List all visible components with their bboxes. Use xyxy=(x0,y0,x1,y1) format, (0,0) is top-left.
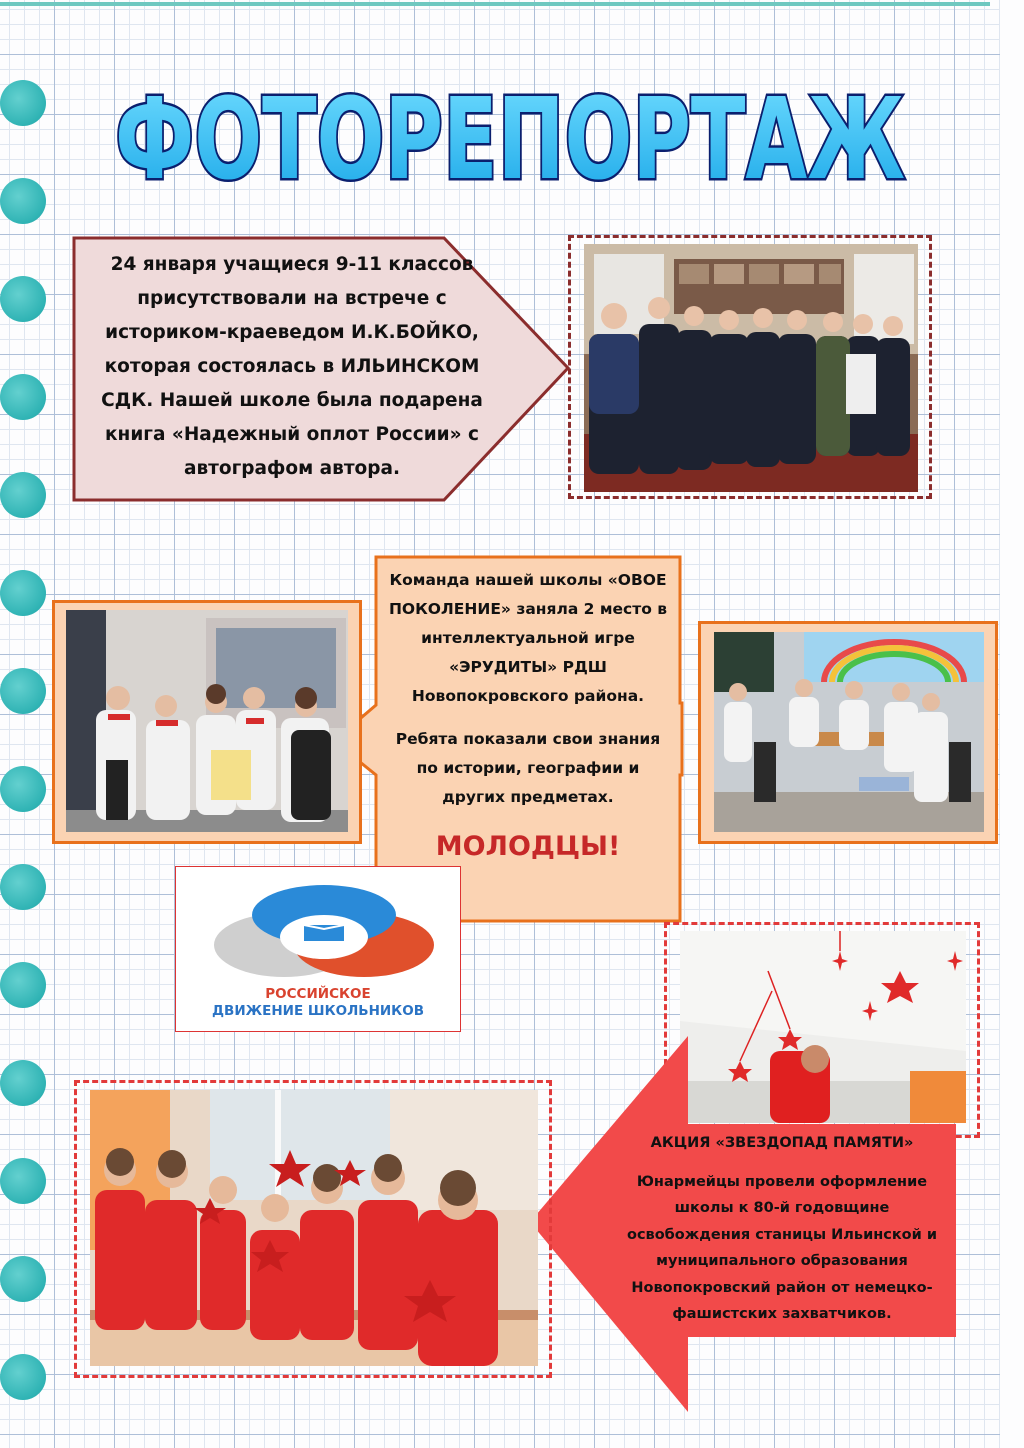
team-photo-award xyxy=(66,610,348,832)
starfall-line: фашистских захватчиков. xyxy=(672,1306,892,1322)
exclaim-text: МОЛОДЦЫ! xyxy=(435,831,621,862)
meeting-text xyxy=(92,248,492,486)
top-rule xyxy=(0,2,990,6)
page-title xyxy=(100,66,920,206)
binder-hole xyxy=(0,1158,46,1204)
group-photo-meeting xyxy=(584,244,918,492)
binder-hole xyxy=(0,1256,46,1302)
binder-hole xyxy=(0,374,46,420)
binder-hole xyxy=(0,570,46,616)
erudites-line: интеллектуальной игре xyxy=(421,629,635,647)
erudites-text xyxy=(380,566,676,864)
meeting-line: 24 января учащиеся 9-11 классов xyxy=(110,254,474,275)
erudites-line: Ребята показали свои знания xyxy=(395,730,661,748)
binder-hole xyxy=(0,276,46,322)
starfall-line: школы к 80-й годовщине xyxy=(674,1200,890,1216)
right-margin xyxy=(1000,0,1024,1448)
erudites-line: Команда нашей школы «ОВОЕ xyxy=(389,571,667,589)
binder-hole xyxy=(0,80,46,126)
erudites-line: других предметах. xyxy=(442,788,614,806)
binder-hole xyxy=(0,178,46,224)
team-photo-game xyxy=(714,632,984,832)
erudites-line: «ЭРУДИТЫ» РДШ xyxy=(449,658,607,676)
erudites-line: Новопокровского района. xyxy=(411,687,645,705)
binder-hole xyxy=(0,1060,46,1106)
logo-line2: ДВИЖЕНИЕ ШКОЛЬНИКОВ xyxy=(212,1003,424,1019)
rdsh-logo xyxy=(175,866,461,1032)
binder-hole xyxy=(0,668,46,714)
erudites-line: по истории, географии и xyxy=(416,759,640,777)
logo-line1: РОССИЙСКОЕ xyxy=(265,986,371,1002)
erudites-line: ПОКОЛЕНИЕ» заняла 2 место в xyxy=(388,600,668,618)
svg-text:ФОТОРЕПОРТАЖ: ФОТОРЕПОРТАЖ xyxy=(115,75,905,205)
starfall-line: муниципального образования xyxy=(656,1253,908,1269)
meeting-line: СДК. Нашей школе была подарена xyxy=(101,390,483,411)
starfall-line: освобождения станицы Ильинской и xyxy=(626,1226,938,1243)
binder-hole xyxy=(0,472,46,518)
starfall-line: Новопокровский район от немецко- xyxy=(631,1279,933,1296)
meeting-line: историком-краеведом И.К.БОЙКО, xyxy=(105,322,479,343)
meeting-line: книга «Надежный оплот России» с xyxy=(104,424,480,445)
yunarmia-kids-photo xyxy=(90,1090,538,1366)
binder-hole xyxy=(0,864,46,910)
binder-hole xyxy=(0,766,46,812)
starfall-text xyxy=(622,1130,942,1328)
starfall-line: Юнармейцы провели оформление xyxy=(636,1173,928,1190)
starfall-heading: АКЦИЯ «ЗВЕЗДОПАД ПАМЯТИ» xyxy=(650,1135,914,1151)
binder-hole xyxy=(0,1354,46,1400)
meeting-line: автографом автора. xyxy=(183,458,401,479)
binder-hole xyxy=(0,962,46,1008)
meeting-line: присутствовали на встрече с xyxy=(137,288,447,309)
meeting-line: которая состоялась в ИЛЬИНСКОМ xyxy=(104,356,480,377)
